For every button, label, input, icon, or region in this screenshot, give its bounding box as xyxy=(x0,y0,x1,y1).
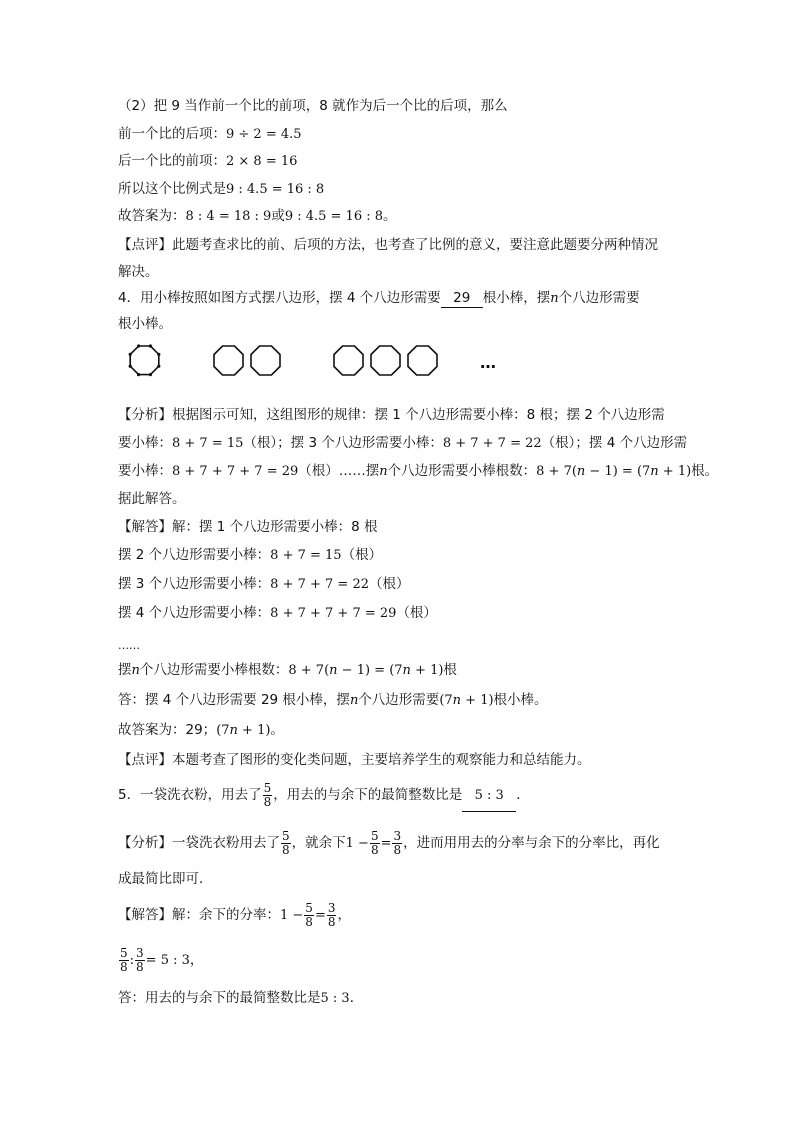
q5-analysis-1: 【分析】一袋洗衣粉用去了 $\frac{5}{8}$ ，就余下1 − $\frac{5}{8}$ = $\frac{3}{8}$ ，进而用用去的分率与余下的分率比，再化 xyxy=(118,828,660,857)
q3-line-1: （2）把 9 当作前一个比的前项，8 就作为后一个比的后项，那么 xyxy=(118,98,508,114)
q5-solution-2: $\frac{5}{8}$ : $\frac{3}{8}$ = 5 : 3， xyxy=(120,945,204,974)
q5-answer: 答：用去的与余下的最简整数比是5 : 3． xyxy=(118,990,364,1006)
octagon-group-3 xyxy=(334,346,437,375)
q4-final: 故答案为：29；(7n + 1)。 xyxy=(118,722,284,738)
octagon-group-1 xyxy=(130,346,159,375)
q4-review: 【点评】本题考查了图形的变化类问题，主要培养学生的观察能力和总结能力。 xyxy=(118,752,591,768)
q4-solution-4: 摆 4 个八边形需要小棒：8 + 7 + 7 + 7 = 29（根） xyxy=(118,605,437,621)
q4-analysis-4: 据此解答。 xyxy=(118,491,186,507)
q4-answer: 答：摆 4 个八边形需要 29 根小棒，摆n个八边形需要(7n + 1)根小棒。 xyxy=(118,692,548,708)
q3-line-4: 所以这个比例式是9 : 4.5 = 16 : 8 xyxy=(118,181,325,197)
q4-answer-blank: 29 xyxy=(441,289,483,308)
q4-solution-3: 摆 3 个八边形需要小棒：8 + 7 + 7 = 22（根） xyxy=(118,576,410,592)
fraction-five-eighths: $\frac{5}{8}$ xyxy=(263,780,272,809)
q3-line-3: 后一个比的前项：2 × 8 = 16 xyxy=(118,153,298,169)
figure-ellipsis: … xyxy=(480,353,496,372)
q4-question-1: 4．用小棒按照如图方式摆八边形，摆 4 个八边形需要 29 根小棒，摆n个八边形需要 xyxy=(118,290,640,306)
q4-analysis-2: 要小棒：8 + 7 = 15（根）；摆 3 个八边形需要小棒：8 + 7 + 7 = 22（根）；摆 4 个八边形需 xyxy=(118,435,688,451)
q3-line-2: 前一个比的后项：9 ÷ 2 = 4.5 xyxy=(118,126,302,142)
q5-question: 5．一袋洗衣粉，用去了 $\frac{5}{8}$ ，用去的与余下的最简整数比是 5 : 3 ． xyxy=(118,780,530,812)
q4-solution-6: 摆n个八边形需要小棒根数：8 + 7(n − 1) = (7n + 1)根 xyxy=(118,662,457,678)
q4-analysis-3: 要小棒：8 + 7 + 7 + 7 = 29（根）……摆n个八边形需要小棒根数：8 + 7(n − 1) = (7n + 1)根。 xyxy=(118,463,719,479)
q4-analysis-1: 【分析】根据图示可知，这组图形的规律：摆 1 个八边形需要小棒：8 根；摆 2 个八边形需 xyxy=(118,407,665,423)
q4-question-2: 根小棒。 xyxy=(118,316,172,332)
q5-analysis-2: 成最简比即可． xyxy=(118,871,213,887)
q4-solution-1: 【解答】解：摆 1 个八边形需要小棒：8 根 xyxy=(118,519,378,535)
octagon-group-2 xyxy=(214,346,280,375)
octagon-figure xyxy=(118,338,518,394)
q4-solution-dots: …… xyxy=(118,639,140,652)
q3-line-5: 故答案为：8 : 4 = 18 : 9或9 : 4.5 = 16 : 8。 xyxy=(118,208,397,224)
q5-solution-1: 【解答】解：余下的分率：1 − $\frac{5}{8}$ = $\frac{3}{8}$ ， xyxy=(118,900,351,929)
q3-review-1: 【点评】此题考查求比的前、后项的方法，也考查了比例的意义，要注意此题要分两种情况 xyxy=(118,237,658,253)
q3-review-2: 解决。 xyxy=(118,264,159,280)
q5-answer-blank: 5 : 3 xyxy=(462,781,516,812)
q4-solution-2: 摆 2 个八边形需要小棒：8 + 7 = 15（根） xyxy=(118,547,383,563)
